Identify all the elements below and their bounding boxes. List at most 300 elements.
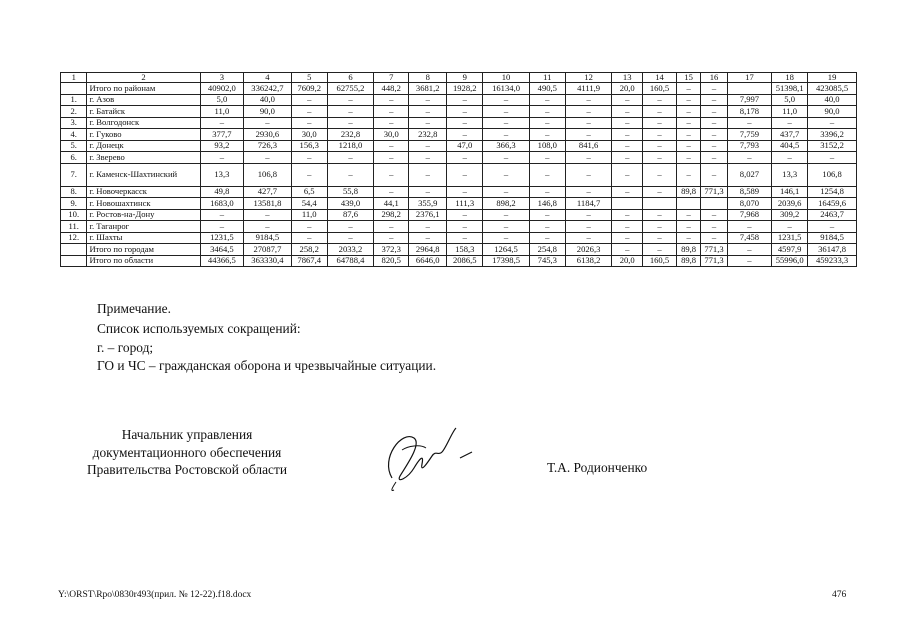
- table-cell: –: [612, 129, 643, 141]
- table-cell: –: [676, 83, 700, 95]
- table-cell: 1231,5: [200, 232, 243, 244]
- signatory-position: [57, 426, 317, 479]
- row-number: 1.: [61, 94, 87, 106]
- table-row: [61, 186, 857, 198]
- table-row: [61, 117, 857, 129]
- table-cell: –: [612, 244, 643, 256]
- table-cell: 5,0: [772, 94, 808, 106]
- table-cell: 258,2: [291, 244, 327, 256]
- table-cell: 2964,8: [409, 244, 447, 256]
- table-cell: –: [200, 117, 243, 129]
- column-number: 18: [772, 73, 808, 83]
- table-cell: –: [409, 152, 447, 164]
- table-cell: –: [483, 129, 530, 141]
- table-cell: –: [565, 209, 612, 221]
- table-cell: –: [808, 221, 857, 233]
- table-cell: –: [643, 186, 677, 198]
- table-cell: –: [529, 94, 565, 106]
- table-cell: 89,8: [676, 186, 700, 198]
- table-cell: 27087,7: [244, 244, 292, 256]
- table-cell: –: [327, 117, 374, 129]
- table-cell: –: [701, 209, 727, 221]
- table-cell: –: [676, 221, 700, 233]
- row-name: Итого по районам: [87, 83, 200, 95]
- table-cell: –: [374, 140, 409, 152]
- table-cell: 1218,0: [327, 140, 374, 152]
- table-cell: –: [483, 232, 530, 244]
- table-cell: 3396,2: [808, 129, 857, 141]
- column-number: 9: [447, 73, 483, 83]
- table-cell: –: [529, 106, 565, 118]
- table-cell: –: [643, 129, 677, 141]
- table-cell: –: [200, 152, 243, 164]
- table-cell: [612, 198, 643, 210]
- table-cell: 726,3: [244, 140, 292, 152]
- row-number: [61, 83, 87, 95]
- table-cell: –: [374, 106, 409, 118]
- table-cell: –: [529, 163, 565, 186]
- table-cell: –: [612, 117, 643, 129]
- column-number: 10: [483, 73, 530, 83]
- table-cell: 7867,4: [291, 255, 327, 267]
- table-cell: 4111,9: [565, 83, 612, 95]
- table-cell: 2376,1: [409, 209, 447, 221]
- table-cell: 108,0: [529, 140, 565, 152]
- table-cell: –: [565, 163, 612, 186]
- table-cell: 62755,2: [327, 83, 374, 95]
- table-cell: –: [676, 94, 700, 106]
- table-cell: –: [409, 106, 447, 118]
- table-cell: –: [327, 94, 374, 106]
- table-cell: –: [327, 221, 374, 233]
- table-cell: –: [374, 163, 409, 186]
- table-cell: –: [643, 163, 677, 186]
- row-number: 10.: [61, 209, 87, 221]
- table-cell: –: [727, 244, 771, 256]
- table-cell: 47,0: [447, 140, 483, 152]
- table-cell: 30,0: [291, 129, 327, 141]
- table-cell: –: [772, 117, 808, 129]
- table-cell: 448,2: [374, 83, 409, 95]
- table-cell: 90,0: [808, 106, 857, 118]
- table-cell: 49,8: [200, 186, 243, 198]
- table-cell: –: [447, 106, 483, 118]
- table-cell: –: [529, 232, 565, 244]
- table-cell: 771,3: [701, 186, 727, 198]
- row-number: 7.: [61, 163, 87, 186]
- table-cell: –: [565, 152, 612, 164]
- row-number: 12.: [61, 232, 87, 244]
- table-cell: –: [565, 232, 612, 244]
- table-cell: 366,3: [483, 140, 530, 152]
- table-cell: –: [727, 152, 771, 164]
- table-cell: 459233,3: [808, 255, 857, 267]
- table-cell: –: [327, 152, 374, 164]
- table-cell: –: [772, 152, 808, 164]
- table-cell: 13,3: [200, 163, 243, 186]
- table-cell: 54,4: [291, 198, 327, 210]
- table-cell: –: [291, 117, 327, 129]
- table-cell: –: [676, 129, 700, 141]
- table-cell: 160,5: [643, 255, 677, 267]
- table-cell: –: [374, 221, 409, 233]
- table-cell: –: [409, 186, 447, 198]
- table-cell: 16134,0: [483, 83, 530, 95]
- table-cell: 89,8: [676, 255, 700, 267]
- table-cell: –: [374, 232, 409, 244]
- table-cell: –: [808, 152, 857, 164]
- row-number: [61, 244, 87, 256]
- table-cell: 44,1: [374, 198, 409, 210]
- table-cell: –: [612, 106, 643, 118]
- table-cell: 7609,2: [291, 83, 327, 95]
- table-cell: –: [701, 140, 727, 152]
- signatory-position-line3: Правительства Ростовской области: [86, 462, 288, 478]
- table-cell: –: [612, 140, 643, 152]
- table-cell: –: [701, 94, 727, 106]
- table-cell: –: [327, 163, 374, 186]
- table-cell: 2930,6: [244, 129, 292, 141]
- table-cell: –: [529, 152, 565, 164]
- column-number: 6: [327, 73, 374, 83]
- row-name: г. Донецк: [87, 140, 200, 152]
- signatory-name: Т.А. Родионченко: [547, 460, 648, 475]
- table-cell: 9184,5: [244, 232, 292, 244]
- table-cell: –: [447, 163, 483, 186]
- table-cell: 40902,0: [200, 83, 243, 95]
- table-cell: –: [327, 232, 374, 244]
- table-cell: 3464,5: [200, 244, 243, 256]
- table-cell: 2039,6: [772, 198, 808, 210]
- table-cell: 427,7: [244, 186, 292, 198]
- row-name: Итого по городам: [87, 244, 200, 256]
- table-cell: 404,5: [772, 140, 808, 152]
- column-number: 4: [244, 73, 292, 83]
- table-cell: –: [529, 221, 565, 233]
- table-cell: –: [483, 152, 530, 164]
- table-cell: 254,8: [529, 244, 565, 256]
- table-cell: –: [772, 221, 808, 233]
- table-cell: –: [200, 221, 243, 233]
- note-title: Примечание.: [97, 301, 171, 316]
- table-cell: 841,6: [565, 140, 612, 152]
- table-cell: 490,5: [529, 83, 565, 95]
- table-cell: 16459,6: [808, 198, 857, 210]
- table-cell: 11,0: [772, 106, 808, 118]
- table-cell: 30,0: [374, 129, 409, 141]
- table-cell: –: [676, 106, 700, 118]
- row-name: г. Волгодонск: [87, 117, 200, 129]
- table-cell: 11,0: [291, 209, 327, 221]
- abbrev-go-chs: ГО и ЧС – гражданская оборона и чрезвычайные ситуации.: [97, 358, 437, 373]
- table-row: [61, 209, 857, 221]
- table-row: [61, 163, 857, 186]
- table-cell: 106,8: [808, 163, 857, 186]
- table-cell: 55,8: [327, 186, 374, 198]
- table-cell: –: [409, 140, 447, 152]
- signatory-position-line2: документационного обеспечения: [92, 444, 282, 460]
- table-cell: –: [643, 117, 677, 129]
- table-cell: 1928,2: [447, 83, 483, 95]
- table-row: [61, 244, 857, 256]
- table-cell: 55996,0: [772, 255, 808, 267]
- table-cell: –: [447, 186, 483, 198]
- table-cell: 1231,5: [772, 232, 808, 244]
- table-cell: 6646,0: [409, 255, 447, 267]
- table-cell: 17398,5: [483, 255, 530, 267]
- row-name: г. Батайск: [87, 106, 200, 118]
- row-number: 9.: [61, 198, 87, 210]
- table-cell: –: [483, 221, 530, 233]
- data-table: [60, 72, 857, 267]
- table-cell: –: [244, 117, 292, 129]
- table-cell: –: [409, 94, 447, 106]
- table-cell: 5,0: [200, 94, 243, 106]
- row-name: г. Новочеркасск: [87, 186, 200, 198]
- table-cell: –: [612, 94, 643, 106]
- table-cell: –: [374, 94, 409, 106]
- header-row: [61, 73, 857, 83]
- table-cell: 8,027: [727, 163, 771, 186]
- table-cell: 232,8: [409, 129, 447, 141]
- table-cell: 771,3: [701, 255, 727, 267]
- column-number: 5: [291, 73, 327, 83]
- table-cell: –: [676, 140, 700, 152]
- table-cell: [676, 198, 700, 210]
- row-number: 11.: [61, 221, 87, 233]
- table-cell: 423085,5: [808, 83, 857, 95]
- table-cell: –: [643, 221, 677, 233]
- table-cell: 40,0: [244, 94, 292, 106]
- table-cell: –: [529, 129, 565, 141]
- table-cell: 771,3: [701, 244, 727, 256]
- table-cell: 3152,2: [808, 140, 857, 152]
- table-cell: 309,2: [772, 209, 808, 221]
- table-cell: –: [483, 186, 530, 198]
- table-cell: –: [643, 106, 677, 118]
- table-cell: –: [447, 152, 483, 164]
- table-cell: [727, 83, 771, 95]
- table-cell: 158,3: [447, 244, 483, 256]
- table-cell: –: [701, 163, 727, 186]
- table-cell: 298,2: [374, 209, 409, 221]
- table-cell: 44366,5: [200, 255, 243, 267]
- table-cell: –: [409, 117, 447, 129]
- table-cell: –: [727, 117, 771, 129]
- table-cell: –: [701, 83, 727, 95]
- table-row: [61, 94, 857, 106]
- signatory-position-line1: Начальник управления: [121, 427, 253, 442]
- table-cell: 160,5: [643, 83, 677, 95]
- table-cell: –: [612, 152, 643, 164]
- table-cell: –: [612, 221, 643, 233]
- table-cell: –: [529, 209, 565, 221]
- table-cell: –: [291, 221, 327, 233]
- table-cell: 820,5: [374, 255, 409, 267]
- table-cell: 7,997: [727, 94, 771, 106]
- table-row: [61, 232, 857, 244]
- row-name: г. Шахты: [87, 232, 200, 244]
- table-cell: –: [447, 209, 483, 221]
- table-cell: 87,6: [327, 209, 374, 221]
- column-number: 12: [565, 73, 612, 83]
- table-cell: –: [291, 232, 327, 244]
- row-number: [61, 255, 87, 267]
- column-number: 17: [727, 73, 771, 83]
- table-cell: 363330,4: [244, 255, 292, 267]
- table-cell: 90,0: [244, 106, 292, 118]
- table-cell: 8,589: [727, 186, 771, 198]
- table-cell: 20,0: [612, 255, 643, 267]
- table-cell: 36147,8: [808, 244, 857, 256]
- table-cell: –: [409, 232, 447, 244]
- table-row: [61, 106, 857, 118]
- table-cell: [643, 198, 677, 210]
- table-cell: –: [291, 94, 327, 106]
- table-cell: 437,7: [772, 129, 808, 141]
- table-row: [61, 129, 857, 141]
- table-cell: –: [447, 94, 483, 106]
- column-number: 3: [200, 73, 243, 83]
- table-cell: –: [565, 186, 612, 198]
- table-cell: 146,1: [772, 186, 808, 198]
- table-cell: –: [447, 221, 483, 233]
- table-cell: 355,9: [409, 198, 447, 210]
- table-cell: 8,070: [727, 198, 771, 210]
- table-cell: –: [447, 129, 483, 141]
- table-cell: –: [244, 221, 292, 233]
- abbrev-city: г. – город;: [97, 340, 154, 355]
- table-cell: 9184,5: [808, 232, 857, 244]
- table-cell: 336242,7: [244, 83, 292, 95]
- table-cell: –: [676, 117, 700, 129]
- table-cell: –: [244, 152, 292, 164]
- table-cell: –: [727, 255, 771, 267]
- page-number: 476: [832, 590, 847, 600]
- table-cell: –: [727, 221, 771, 233]
- row-name: г. Таганрог: [87, 221, 200, 233]
- column-number: 7: [374, 73, 409, 83]
- table-cell: –: [643, 232, 677, 244]
- table-cell: 7,968: [727, 209, 771, 221]
- table-cell: 4597,9: [772, 244, 808, 256]
- table-cell: 1184,7: [565, 198, 612, 210]
- table-cell: –: [565, 117, 612, 129]
- handwritten-signature: [362, 418, 482, 498]
- table-cell: 146,8: [529, 198, 565, 210]
- table-cell: 13581,8: [244, 198, 292, 210]
- table-cell: 7,793: [727, 140, 771, 152]
- table-cell: 20,0: [612, 83, 643, 95]
- table-cell: –: [374, 152, 409, 164]
- table-row: [61, 255, 857, 267]
- table-cell: –: [701, 152, 727, 164]
- table-cell: 377,7: [200, 129, 243, 141]
- table-cell: 2463,7: [808, 209, 857, 221]
- table-cell: 372,3: [374, 244, 409, 256]
- table-cell: –: [643, 94, 677, 106]
- table-cell: 3681,2: [409, 83, 447, 95]
- table-cell: –: [676, 152, 700, 164]
- table-cell: –: [643, 209, 677, 221]
- table-cell: –: [565, 221, 612, 233]
- table-cell: –: [291, 106, 327, 118]
- table-cell: –: [529, 117, 565, 129]
- table-cell: –: [374, 117, 409, 129]
- table-cell: –: [483, 106, 530, 118]
- table-cell: 40,0: [808, 94, 857, 106]
- row-name: г. Каменск-Шахтинский: [87, 163, 200, 186]
- table-cell: –: [291, 163, 327, 186]
- table-cell: –: [409, 163, 447, 186]
- table-cell: 2086,5: [447, 255, 483, 267]
- table-cell: 232,8: [327, 129, 374, 141]
- column-number: 19: [808, 73, 857, 83]
- table-cell: –: [612, 163, 643, 186]
- table-cell: –: [483, 209, 530, 221]
- table-cell: 156,3: [291, 140, 327, 152]
- table-cell: –: [447, 232, 483, 244]
- table-cell: 2033,2: [327, 244, 374, 256]
- table-cell: [701, 198, 727, 210]
- table-cell: –: [447, 117, 483, 129]
- table-cell: –: [483, 94, 530, 106]
- table-cell: 439,0: [327, 198, 374, 210]
- table-cell: –: [676, 163, 700, 186]
- row-name: Итого по области: [87, 255, 200, 267]
- table-cell: –: [701, 129, 727, 141]
- column-number: 11: [529, 73, 565, 83]
- column-number: 15: [676, 73, 700, 83]
- row-name: г. Зверево: [87, 152, 200, 164]
- column-number: 8: [409, 73, 447, 83]
- table-cell: 89,8: [676, 244, 700, 256]
- table-cell: –: [612, 186, 643, 198]
- table-cell: –: [612, 232, 643, 244]
- row-number: 2.: [61, 106, 87, 118]
- table-cell: 898,2: [483, 198, 530, 210]
- table-row: [61, 152, 857, 164]
- table-cell: 1254,8: [808, 186, 857, 198]
- table-cell: –: [529, 186, 565, 198]
- table-cell: 745,3: [529, 255, 565, 267]
- column-number: 16: [701, 73, 727, 83]
- table-cell: –: [701, 221, 727, 233]
- table-cell: 51398,1: [772, 83, 808, 95]
- table-cell: –: [483, 163, 530, 186]
- row-name: г. Азов: [87, 94, 200, 106]
- table-cell: –: [374, 186, 409, 198]
- row-number: 8.: [61, 186, 87, 198]
- row-name: г. Новошахтинск: [87, 198, 200, 210]
- table-cell: –: [676, 209, 700, 221]
- table-cell: –: [291, 152, 327, 164]
- row-name: г. Ростов-на-Дону: [87, 209, 200, 221]
- column-number: 2: [87, 73, 200, 83]
- table-cell: –: [808, 117, 857, 129]
- table-cell: –: [327, 106, 374, 118]
- table-cell: –: [676, 232, 700, 244]
- row-number: 6.: [61, 152, 87, 164]
- table-cell: 93,2: [200, 140, 243, 152]
- column-number: 1: [61, 73, 87, 83]
- table-cell: 11,0: [200, 106, 243, 118]
- table-cell: 8,178: [727, 106, 771, 118]
- table-cell: 7,759: [727, 129, 771, 141]
- table-cell: –: [565, 94, 612, 106]
- table-cell: 106,8: [244, 163, 292, 186]
- table-cell: –: [643, 140, 677, 152]
